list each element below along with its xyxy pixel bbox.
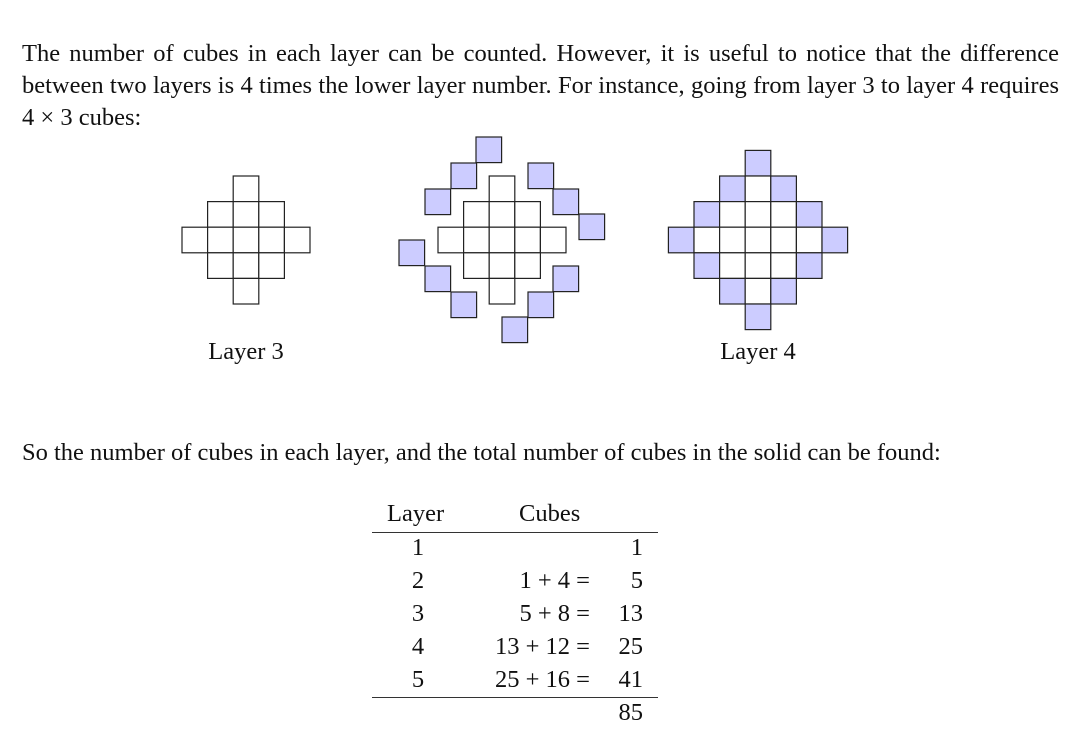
row-layer: 4 bbox=[411, 633, 425, 660]
row-layer: 1 bbox=[411, 534, 425, 561]
header-layer: Layer bbox=[387, 500, 445, 527]
layer-4-cell bbox=[720, 253, 746, 279]
layer-4-cell bbox=[771, 253, 797, 279]
added-cube-cell bbox=[399, 240, 425, 266]
core-cell bbox=[515, 253, 541, 279]
layer-3-label: Layer 3 bbox=[208, 338, 284, 365]
added-cube-cell bbox=[476, 137, 502, 163]
row-value: 25 bbox=[618, 633, 643, 660]
layer-4-cell bbox=[771, 176, 797, 202]
core-cell bbox=[464, 227, 490, 253]
added-cube-cell bbox=[451, 163, 477, 189]
core-cell bbox=[489, 227, 515, 253]
layer-3-cell bbox=[233, 253, 259, 279]
layer-4-cell bbox=[720, 202, 746, 228]
layer-4-label: Layer 4 bbox=[720, 338, 796, 365]
layer-4-cell bbox=[668, 227, 694, 253]
layer-4-cell bbox=[720, 227, 746, 253]
layer-3-cell bbox=[233, 278, 259, 304]
header-cubes: Cubes bbox=[519, 500, 581, 527]
layer-4-cell bbox=[796, 227, 822, 253]
added-cube-cell bbox=[502, 317, 528, 343]
added-cube-cell bbox=[451, 292, 477, 318]
layer-3-cell bbox=[182, 227, 208, 253]
layer-4-cell bbox=[694, 202, 720, 228]
added-cube-cell bbox=[528, 292, 554, 318]
layer-3-cell bbox=[259, 253, 285, 279]
layer-3-cell bbox=[208, 253, 234, 279]
core-cell bbox=[489, 278, 515, 304]
core-cell bbox=[515, 227, 541, 253]
added-cube-cell bbox=[425, 266, 451, 292]
row-expression: 25 + 16 = bbox=[494, 666, 590, 693]
core-cell bbox=[540, 227, 566, 253]
layer-3-cell bbox=[233, 176, 259, 202]
added-cube-cell bbox=[579, 214, 605, 240]
added-cube-cell bbox=[528, 163, 554, 189]
layer-4-cell bbox=[720, 278, 746, 304]
row-expression: 13 + 12 = bbox=[494, 633, 590, 660]
row-layer: 5 bbox=[411, 666, 425, 693]
layer-3-cell bbox=[208, 227, 234, 253]
summary-paragraph: So the number of cubes in each layer, and the total number of cubes in the solid can be found: bbox=[22, 438, 941, 466]
added-cube-cell bbox=[553, 266, 579, 292]
core-cell bbox=[438, 227, 464, 253]
row-layer: 3 bbox=[411, 600, 425, 627]
layer-4-cell bbox=[694, 253, 720, 279]
core-cell bbox=[464, 253, 490, 279]
intro-paragraph: The number of cubes in each layer can be counted. However, it is useful to notice that the difference between two layers is 4 times the lower layer number. For instance, going from layer 3 to layer 4 requires 4 × 3 cubes: bbox=[22, 39, 1059, 131]
layer-4-cell bbox=[796, 253, 822, 279]
layer-3-cell bbox=[208, 202, 234, 228]
added-cube-cell bbox=[425, 189, 451, 215]
total-value: 85 bbox=[618, 699, 643, 726]
total-rule bbox=[372, 697, 658, 698]
layer-4-cell bbox=[771, 278, 797, 304]
layer-3-cell bbox=[284, 227, 310, 253]
row-expression: 1 + 4 = bbox=[519, 567, 590, 594]
core-cell bbox=[489, 253, 515, 279]
row-value: 41 bbox=[618, 666, 643, 693]
layer-4-cell bbox=[771, 227, 797, 253]
layer-4-cell bbox=[745, 202, 771, 228]
layer-4-cell bbox=[745, 304, 771, 330]
row-expression: 5 + 8 = bbox=[519, 600, 590, 627]
layer-4-cell bbox=[745, 176, 771, 202]
layer-4-cell bbox=[822, 227, 848, 253]
core-cell bbox=[489, 176, 515, 202]
layer-3-cell bbox=[259, 202, 285, 228]
core-cell bbox=[464, 202, 490, 228]
core-cell bbox=[489, 202, 515, 228]
layer-4-cell bbox=[745, 150, 771, 176]
layer-4-cell bbox=[745, 278, 771, 304]
added-cube-cell bbox=[553, 189, 579, 215]
layer-4-cell bbox=[720, 176, 746, 202]
layer-3-cell bbox=[259, 227, 285, 253]
row-value: 1 bbox=[630, 534, 643, 561]
layer-4-cell bbox=[796, 202, 822, 228]
layer-4-cell bbox=[771, 202, 797, 228]
layer-4-cell bbox=[745, 253, 771, 279]
row-value: 13 bbox=[618, 600, 643, 627]
row-layer: 2 bbox=[411, 567, 425, 594]
layer-3-cell bbox=[233, 227, 259, 253]
core-cell bbox=[515, 202, 541, 228]
layer-4-cell bbox=[745, 227, 771, 253]
layer-4-cell bbox=[694, 227, 720, 253]
row-value: 5 bbox=[630, 567, 643, 594]
layer-3-cell bbox=[233, 202, 259, 228]
